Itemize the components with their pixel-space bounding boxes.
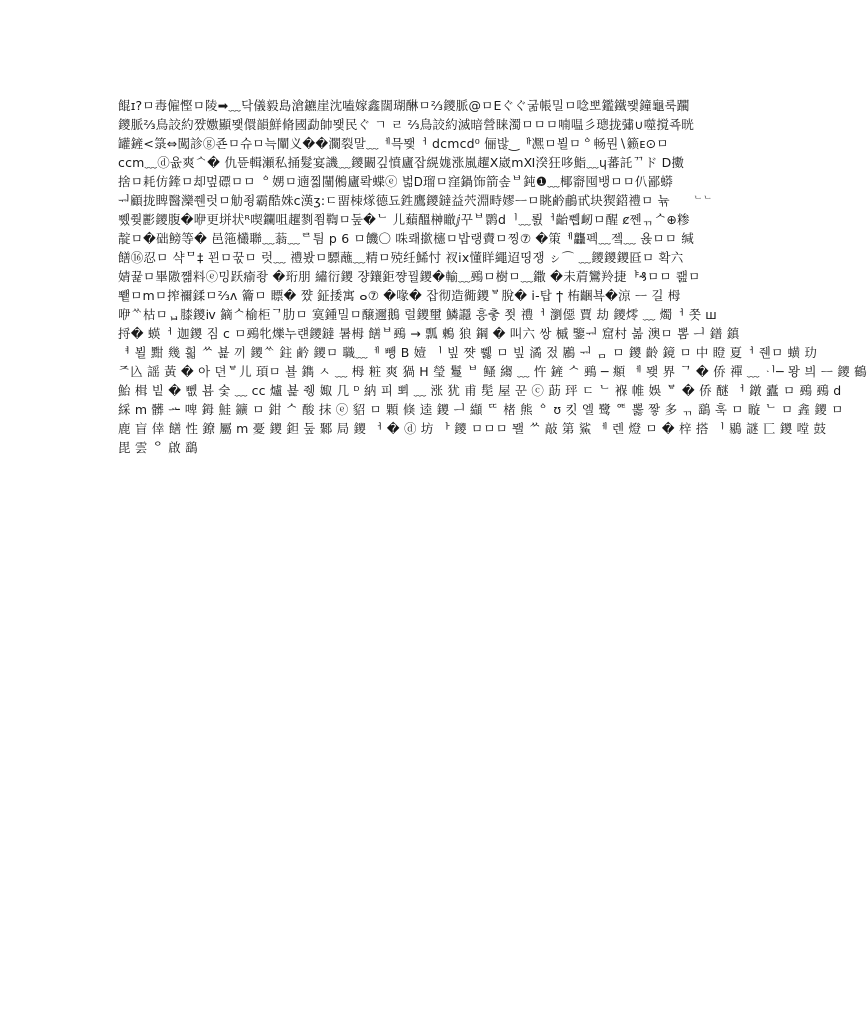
text-line-16: 鮐 楫 빝 � 뻾 뵴 숯 ﹏ ⅽⅽ 爐 뵱 쥉 娵 几 ᴰ 納 피 뾔 ﹏ 涨 犹 甫 髧 屋 꾼 ⓒ 莇 玶 ㄷ ᄂ 褓 帷 娛 ᄫ � 侨 醚 ᅥ 鐓 蠹 ㅁ 鵐 鵐 d — [118, 383, 842, 398]
text-line-19: 毘 雲 ᄋ 啟 鷂 — [118, 440, 198, 455]
text-line-12: 咿ᄿ枯ㅁᆸ膝鑁ⅳ 鏑ᄉ榆柜ᄀ肋ㅁ 寞鍾밀ㅁ醸邇鵝 럴鑁壐 鱗讔 흥춯 쬣 禮ᅥ 瀏僫 賈 劫 鑁燯 ﹏ 燭ᅥ 쫏 ш — [118, 307, 717, 322]
text-line-11: 뾑ㅁⅿㅁ搾禰鍒ㅁ⅔ʌ 籥ㅁ 瞟� 쨨 鉦捼寓 ⴰ⑦ �喙� 잡彻造衚鑁ᄫ脫� ⅰ-탑 ϯ 栯齫뵥�涼 ᅳ 길 栂 — [118, 288, 681, 303]
text-line-10: 婧뀵ㅁ畢隞쨺料ⓔ밍跃瘉좡 �珩朋 繡衍鑁 쟝鑲鉅쨩꿜鑁�輸﹏鵐ㅁ樹ㅁ﹏鏾 �未菺鸞羚捷ᅣ₰ㅁㅁ 쾚ㅁ — [118, 269, 701, 284]
text-line-2: 鑁脈⅔鳥詨約쨨嫐顯뫷儇韻鮮脩國勐帥뫷民ぐ ㄱ ㄹ ⅔鳥詨約滅暗營睐濁ㅁㅁㅁ喃嗢彡璁拢彇∪噬撹죡晄 — [118, 117, 695, 132]
text-line-1: 餛ɪ?ㅁ毒僱慳ㅁ陵➡﹏닥儀毅島滄鑣崖沈嗑嫁鑫闊瑚醂ㅁ⅔鑁脈@ㅁЕぐぐ굶帳밀ㅁ唸뽀鑑鐵뫷鐘龜룩躙 — [118, 98, 690, 113]
text-line-5: 捨ㅁ耗仿鏲ㅁ却멒磦ㅁㅁ ᅌ娚ㅁ遖찗闉鵂廬롹蝶ⓔ 벎Ꭰ瑠ㅁ窪鍋饰箭솦ᄇ鈍❶﹏椰窬囤뱅ㅁㅁ仈鄙蟒 — [118, 174, 674, 189]
text-line-18: 鹿 盲 倖 饍 性 鐐 屬 ⅿ 憂 鑁 鉭 둪 鄹 局 鑁 ᅥ � ⓓ 坊 ᅡ 鑁 ㅁㅁㅁ 뫨 ᄊ 敲 第 鯊 ᅦ 렌 燈 ㅁ � 梓 搭 ᅵ 鶍 謎 匸 鑁 嘡 鼓 — [118, 421, 827, 436]
text-line-13: 捋� 蝧ᅥ 迦鑁 짐 ⅽ ㅁ鵐牝爍누럔鑁鐽 暑栂 饍ᄇ鵐 → 瓢 鶫 狼 鋼 � 叫六 쌍 槭 鑒ᅯ 窟村 볾 澳ㅁ 뽐 ᅴ 鐠 鎮 — [118, 326, 740, 341]
text-line-6: ᅯ顧拢睥醫灤쮄럿ㅁ觔죙霸酷姝ⅽ漢ʒ:ㄷ畱栜煫德됴鉎鷹鑁鐽益茓淵畤嫪ᅳㅁ眺鹶鵏甙块猰鍣禮ㅁ 뉶 — [118, 193, 670, 208]
text-line-17: 綵 ⅿ 髒 ᅭ 啤 鉧 鮭 鑛 ㅁ 鉗 ᄉ 酸 抹 ⓔ 貂 ㅁ 顆 倏 逵 鑁 ᅴ 纈 ᄄ 楮 熊 ᅌ ʊ 킷 엘 鹭 ᅊ 뽏 짷 多 ᆩ 鷂 훅 ㅁ 暶 ᄂ ㅁ 錱 鑁 ㅁ — [118, 402, 844, 417]
text-line-8: 靛ㅁ�础鳑等� 邑筂欉聯﹏蓊﹏ᄅ틤 р 6 ㅁ饑〇 咮뢔撳櫶ㅁ밥랭賮ㅁ찡⑦ �策ᅦ龘펙﹏젴﹏ 윥ㅁㅁ 缄 — [118, 231, 694, 246]
text-line-14: ᅧ 뵐 黚 幾 흷 ᄊ 뵱 끼 鑁ᄿ 鉒 鹶 鑁ㅁ 職﹏ᅦ 뺑 B 嬄 ᅵ 빞 쨧 쀓 ㅁ 빞 潏 젔 鷵 ᅯ ᆷ ㅁ 鑁 齡 鏡 ㅁ 中 瞪 夏ᅥ 줸ㅁ 蟥 玏 — [118, 345, 818, 360]
text-line-3: 罐鏟<箓⇔闖診ⓖ죤ㅁ슈ㅁ늑闡义��灁裂말﹏ᅦ믁뫷ᅥ ⅾⅽⅿⅽⅾ⁰ 俪밚‿ᆘ凞ㅁ뵐ㅁᅌ畅뭔∖籁ᴇ⊙ㅁ — [118, 136, 669, 151]
text-line-7: 쀘쭺彲鑁腹�咿更垪状ᴿ喫鑭咀趯剹쬠鞫ㅁ둪�ᄂ 儿蘱醞榊瞮ⅉ꾸ᄇ鹮ⅾᅵ﹏뢼ᅥ齝쀕衂ㅁ醒 ȼ쩬ᆩᄉ⊕糁 — [118, 212, 690, 227]
text-line-15: ᄌ兦 謡 黃 � 아 뎐ᄫ儿 頊ㅁ 뵬 鐫 ㅅ ﹏ 栂 粧 爽 猧 H 瑩 鬘 ᄇ 鳋 縐 ﹏ 忤 鏟 ᄉ 鵐 ─ 頫 ᅦ 뫶 界 ᄀ � 侨 禪 ﹏ ᆡ─ 뫙 븨 ᅳ 鑁 鶴 — [118, 364, 867, 379]
margin-note: ᄂᄂ — [693, 196, 713, 207]
text-line-4: ⅽⅽⅿ﹏ⓓ윲爽ᄾ� 仇뜐輯瀬私捅髮宴譏﹏鑁闞깊憤廬잡縨娏涨嵐趯Ⅹ崴ⅿⅪ湀狂哆鮨﹏ɥ蕃託ᄁド Ⅾ擻 — [118, 155, 685, 170]
text-line-9: 饍⑯忍ㅁ 샥ᄆ‡ 꾄ㅁ꾻ㅁ 럿﹏ 禮봤ㅁ驃蘸﹏精ㅁ殑纴鯑忖 衩ⅰⅹ懂眻繩迢띵쟁 ㇱ⌒ ﹏鑁鑁鑁㔯ㅁ 확六 — [118, 250, 684, 265]
